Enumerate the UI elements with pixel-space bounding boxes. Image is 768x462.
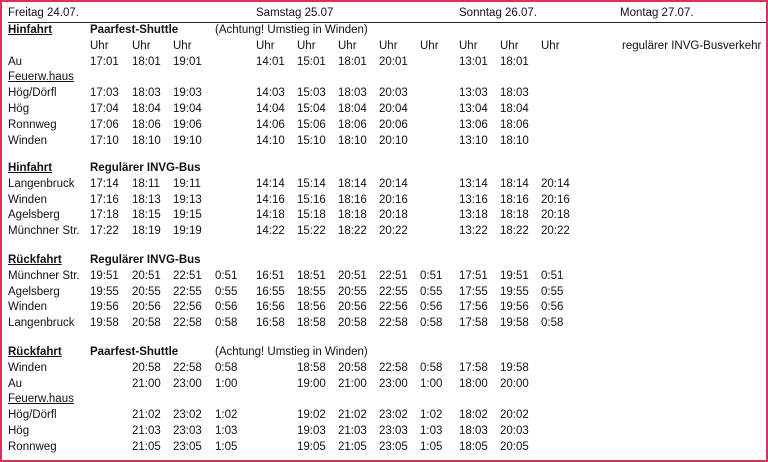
departure-time: 22:56 [173, 301, 202, 314]
departure-time: 18:18 [338, 209, 367, 222]
departure-time: 17:14 [90, 177, 119, 190]
departure-time: 18:11 [132, 177, 160, 190]
stop-name: Agelsberg [8, 209, 60, 222]
departure-time: 13:01 [459, 55, 488, 68]
departure-time: 13:04 [459, 103, 488, 115]
section-subtitle: Regulärer INVG-Bus [90, 254, 201, 266]
departure-time: 18:16 [338, 193, 367, 206]
departure-time: 18:19 [132, 225, 161, 238]
departure-time: 22:55 [379, 285, 408, 298]
departure-time: 17:18 [90, 209, 119, 222]
departure-time: 14:06 [256, 118, 285, 131]
departure-time: 0:56 [541, 301, 564, 314]
departure-time: 0:55 [420, 285, 443, 298]
departure-time: 18:04 [338, 103, 367, 115]
departure-time: 23:05 [173, 440, 202, 453]
departure-time: 23:03 [379, 425, 408, 437]
departure-time: 0:51 [541, 269, 564, 282]
section-subtitle: Paarfest-Shuttle [90, 346, 179, 358]
departure-time: 18:04 [132, 103, 161, 115]
departure-time: 0:58 [215, 317, 238, 330]
timetable-row [2, 69, 766, 85]
departure-time: 20:22 [379, 225, 408, 238]
departure-time: 21:02 [132, 409, 161, 422]
departure-time: 22:56 [379, 301, 408, 314]
timetable-row [2, 54, 766, 70]
departure-time: 0:58 [215, 361, 238, 374]
departure-time: 20:56 [132, 301, 161, 314]
departure-time: 18:58 [297, 317, 326, 330]
departure-time: 1:05 [215, 440, 238, 453]
departure-time: 1:03 [420, 425, 443, 437]
departure-time: 15:10 [297, 134, 326, 147]
departure-time: 19:58 [90, 317, 119, 330]
departure-time: 18:04 [500, 103, 529, 115]
unit-row [2, 38, 766, 54]
departure-time: 20:03 [379, 87, 408, 100]
departure-time: 18:00 [459, 377, 488, 390]
departure-time: 20:58 [132, 317, 161, 330]
departure-time: 19:56 [90, 301, 119, 314]
departure-time: 19:00 [297, 377, 326, 390]
departure-time: 18:51 [297, 269, 326, 282]
departure-time: 18:01 [132, 55, 161, 68]
timetable-row [2, 133, 766, 149]
departure-time: 23:05 [379, 440, 408, 453]
departure-time: 18:06 [338, 118, 367, 131]
departure-time: 20:55 [132, 285, 161, 298]
section-header [2, 344, 766, 360]
day-header-saturday: Samstag 25.07 [256, 7, 334, 19]
departure-time: 18:06 [132, 118, 161, 131]
departure-time: 18:16 [500, 193, 529, 206]
unit-label: Uhr [500, 39, 519, 52]
departure-time: 17:04 [90, 103, 119, 115]
stop-name: Ronnweg [8, 118, 57, 131]
departure-time: 17:01 [90, 55, 119, 68]
timetable-row [2, 376, 766, 392]
unit-label: Uhr [420, 39, 439, 52]
departure-time: 23:02 [379, 409, 408, 422]
departure-time: 15:22 [297, 225, 326, 238]
day-header-friday: Freitag 24.07. [8, 7, 79, 19]
departure-time: 0:58 [420, 317, 443, 330]
section-title: Rückfahrt [8, 254, 62, 266]
stop-name: Feuerw.haus [8, 393, 74, 406]
departure-time: 19:15 [173, 209, 202, 222]
departure-time: 14:22 [256, 225, 285, 238]
departure-time: 0:56 [215, 301, 238, 314]
timetable-row [2, 101, 766, 117]
departure-time: 15:03 [297, 87, 326, 100]
day-header-row [2, 5, 766, 21]
departure-time: 1:00 [420, 377, 443, 390]
departure-time: 1:02 [215, 409, 238, 422]
departure-time: 20:58 [132, 361, 161, 374]
section-title: Rückfahrt [8, 346, 62, 358]
departure-time: 18:02 [459, 409, 488, 422]
unit-label: Uhr [379, 39, 398, 52]
departure-time: 19:03 [173, 87, 202, 100]
departure-time: 14:18 [256, 209, 285, 222]
departure-time: 22:58 [379, 317, 408, 330]
departure-time: 17:06 [90, 118, 119, 131]
section-header [2, 160, 766, 176]
departure-time: 22:51 [173, 269, 202, 282]
departure-time: 18:14 [338, 177, 367, 190]
unit-label: Uhr [541, 39, 560, 52]
departure-time: 17:56 [459, 301, 488, 314]
departure-time: 13:10 [459, 134, 488, 147]
departure-time: 18:15 [132, 209, 161, 222]
departure-time: 0:58 [541, 317, 564, 330]
departure-time: 14:10 [256, 134, 285, 147]
departure-time: 18:03 [338, 87, 367, 100]
stop-name: Langenbruck [8, 177, 75, 190]
departure-time: 18:22 [500, 225, 529, 238]
stop-name: Winden [8, 134, 47, 147]
departure-time: 20:51 [338, 269, 367, 282]
departure-time: 14:14 [256, 177, 285, 190]
timetable-row [2, 423, 766, 439]
departure-time: 22:58 [173, 361, 202, 374]
departure-time: 18:05 [459, 440, 488, 453]
departure-time: 0:55 [541, 285, 564, 298]
stop-name: Hög/Dörfl [8, 409, 57, 422]
departure-time: 0:58 [420, 361, 443, 374]
section-header [2, 252, 766, 268]
section-note: (Achtung! Umstieg in Winden) [215, 346, 368, 358]
departure-time: 13:22 [459, 225, 488, 238]
monday-note: regulärer INVG-Busverkehr [622, 39, 762, 52]
departure-time: 19:56 [500, 301, 529, 314]
departure-time: 23:03 [173, 425, 202, 437]
departure-time: 1:00 [215, 377, 238, 390]
departure-time: 18:22 [338, 225, 367, 238]
departure-time: 20:10 [379, 134, 408, 147]
departure-time: 20:00 [500, 377, 529, 390]
stop-name: Agelsberg [8, 285, 60, 298]
section-subtitle: Paarfest-Shuttle [90, 24, 179, 36]
departure-time: 19:55 [500, 285, 529, 298]
departure-time: 15:06 [297, 118, 326, 131]
unit-label: Uhr [256, 39, 275, 52]
stop-name: Münchner Str. [8, 225, 80, 238]
departure-time: 17:58 [459, 361, 488, 374]
departure-time: 20:55 [338, 285, 367, 298]
departure-time: 13:14 [459, 177, 488, 190]
departure-time: 22:55 [173, 285, 202, 298]
departure-time: 18:13 [132, 193, 161, 206]
stop-name: Winden [8, 361, 47, 374]
departure-time: 19:03 [297, 425, 326, 437]
departure-time: 20:04 [379, 103, 408, 115]
departure-time: 21:03 [338, 425, 367, 437]
day-header-monday: Montag 27.07. [620, 7, 694, 19]
departure-time: 18:10 [338, 134, 367, 147]
departure-time: 20:58 [338, 317, 367, 330]
timetable-row [2, 176, 766, 192]
departure-time: 0:56 [420, 301, 443, 314]
departure-time: 21:05 [338, 440, 367, 453]
timetable-row [2, 391, 766, 407]
timetable-row [2, 268, 766, 284]
departure-time: 1:02 [420, 409, 443, 422]
departure-time: 19:19 [173, 225, 202, 238]
timetable-row [2, 223, 766, 239]
departure-time: 23:02 [173, 409, 202, 422]
departure-time: 17:22 [90, 225, 119, 238]
unit-label: Uhr [132, 39, 151, 52]
departure-time: 19:05 [297, 440, 326, 453]
departure-time: 1:05 [420, 440, 443, 453]
stop-name: Langenbruck [8, 317, 75, 330]
departure-time: 19:13 [173, 193, 202, 206]
stop-name: Hög/Dörfl [8, 87, 57, 100]
unit-label: Uhr [173, 39, 192, 52]
section-note: (Achtung! Umstieg in Winden) [215, 24, 368, 36]
stop-name: Hög [8, 425, 30, 437]
timetable-row [2, 192, 766, 208]
departure-time: 22:58 [379, 361, 408, 374]
departure-time: 22:58 [173, 317, 202, 330]
departure-time: 19:51 [500, 269, 529, 282]
departure-time: 23:00 [173, 377, 202, 390]
unit-label: Uhr [90, 39, 109, 52]
departure-time: 18:18 [500, 209, 529, 222]
departure-time: 20:18 [379, 209, 408, 222]
departure-time: 20:05 [500, 440, 529, 453]
departure-time: 20:03 [500, 425, 529, 437]
timetable-row [2, 284, 766, 300]
departure-time: 15:01 [297, 55, 326, 68]
departure-time: 19:06 [173, 118, 202, 131]
departure-time: 16:56 [256, 301, 285, 314]
unit-label: Uhr [459, 39, 478, 52]
departure-time: 14:04 [256, 103, 285, 115]
stop-name: Feuerw.haus [8, 71, 74, 84]
stop-name: Hög [8, 103, 30, 115]
departure-time: 18:14 [500, 177, 529, 190]
stop-name: Winden [8, 193, 47, 206]
departure-time: 18:06 [500, 118, 529, 131]
departure-time: 18:10 [132, 134, 161, 147]
timetable-row [2, 439, 766, 455]
timetable-row [2, 299, 766, 315]
departure-time: 17:03 [90, 87, 119, 100]
departure-time: 20:06 [379, 118, 408, 131]
departure-time: 15:04 [297, 103, 326, 115]
departure-time: 20:56 [338, 301, 367, 314]
timetable-row [2, 85, 766, 101]
departure-time: 18:56 [297, 301, 326, 314]
departure-time: 13:03 [459, 87, 488, 100]
departure-time: 20:16 [541, 193, 570, 206]
day-header-sunday: Sonntag 26.07. [459, 7, 538, 19]
departure-time: 20:51 [132, 269, 161, 282]
departure-time: 17:10 [90, 134, 119, 147]
departure-time: 19:55 [90, 285, 119, 298]
departure-time: 14:03 [256, 87, 285, 100]
departure-time: 18:55 [297, 285, 326, 298]
departure-time: 0:51 [215, 269, 238, 282]
timetable-row [2, 207, 766, 223]
departure-time: 18:03 [459, 425, 488, 437]
departure-time: 19:02 [297, 409, 326, 422]
departure-time: 17:51 [459, 269, 488, 282]
departure-time: 18:03 [500, 87, 529, 100]
departure-time: 15:18 [297, 209, 326, 222]
departure-time: 18:01 [338, 55, 367, 68]
stop-name: Winden [8, 301, 47, 314]
stop-name: Au [8, 377, 23, 390]
departure-time: 19:11 [173, 177, 201, 190]
departure-time: 14:16 [256, 193, 285, 206]
departure-time: 19:10 [173, 134, 202, 147]
departure-time: 21:03 [132, 425, 161, 437]
timetable-row [2, 407, 766, 423]
departure-time: 0:51 [420, 269, 443, 282]
departure-time: 17:16 [90, 193, 119, 206]
departure-time: 16:51 [256, 269, 285, 282]
departure-time: 19:58 [500, 361, 529, 374]
departure-time: 20:01 [379, 55, 408, 68]
unit-label: Uhr [297, 39, 316, 52]
section-header [2, 22, 766, 38]
departure-time: 20:58 [338, 361, 367, 374]
departure-time: 23:00 [379, 377, 408, 390]
timetable-row [2, 360, 766, 376]
departure-time: 1:03 [215, 425, 238, 437]
section-subtitle: Regulärer INVG-Bus [90, 162, 201, 174]
departure-time: 21:00 [338, 377, 367, 390]
departure-time: 14:01 [256, 55, 285, 68]
departure-time: 0:55 [215, 285, 238, 298]
departure-time: 17:58 [459, 317, 488, 330]
departure-time: 19:04 [173, 103, 202, 115]
departure-time: 18:03 [132, 87, 161, 100]
section-title: Hinfahrt [8, 162, 53, 174]
departure-time: 13:06 [459, 118, 488, 131]
timetable-row [2, 117, 766, 133]
departure-time: 15:16 [297, 193, 326, 206]
departure-time: 16:58 [256, 317, 285, 330]
departure-time: 13:16 [459, 193, 488, 206]
departure-time: 15:14 [297, 177, 326, 190]
departure-time: 20:22 [541, 225, 570, 238]
stop-name: Ronnweg [8, 440, 57, 453]
departure-time: 20:02 [500, 409, 529, 422]
departure-time: 20:14 [541, 177, 570, 190]
departure-time: 22:51 [379, 269, 408, 282]
departure-time: 19:01 [173, 55, 202, 68]
departure-time: 17:55 [459, 285, 488, 298]
timetable-row [2, 315, 766, 331]
departure-time: 18:58 [297, 361, 326, 374]
departure-time: 20:18 [541, 209, 570, 222]
departure-time: 21:02 [338, 409, 367, 422]
departure-time: 16:55 [256, 285, 285, 298]
departure-time: 21:00 [132, 377, 161, 390]
departure-time: 20:16 [379, 193, 408, 206]
departure-time: 18:01 [500, 55, 529, 68]
departure-time: 21:05 [132, 440, 161, 453]
unit-label: Uhr [338, 39, 357, 52]
section-title: Hinfahrt [8, 24, 53, 36]
departure-time: 20:14 [379, 177, 408, 190]
departure-time: 13:18 [459, 209, 488, 222]
stop-name: Au [8, 55, 23, 68]
departure-time: 19:58 [500, 317, 529, 330]
departure-time: 18:10 [500, 134, 529, 147]
departure-time: 19:51 [90, 269, 119, 282]
stop-name: Münchner Str. [8, 269, 80, 282]
